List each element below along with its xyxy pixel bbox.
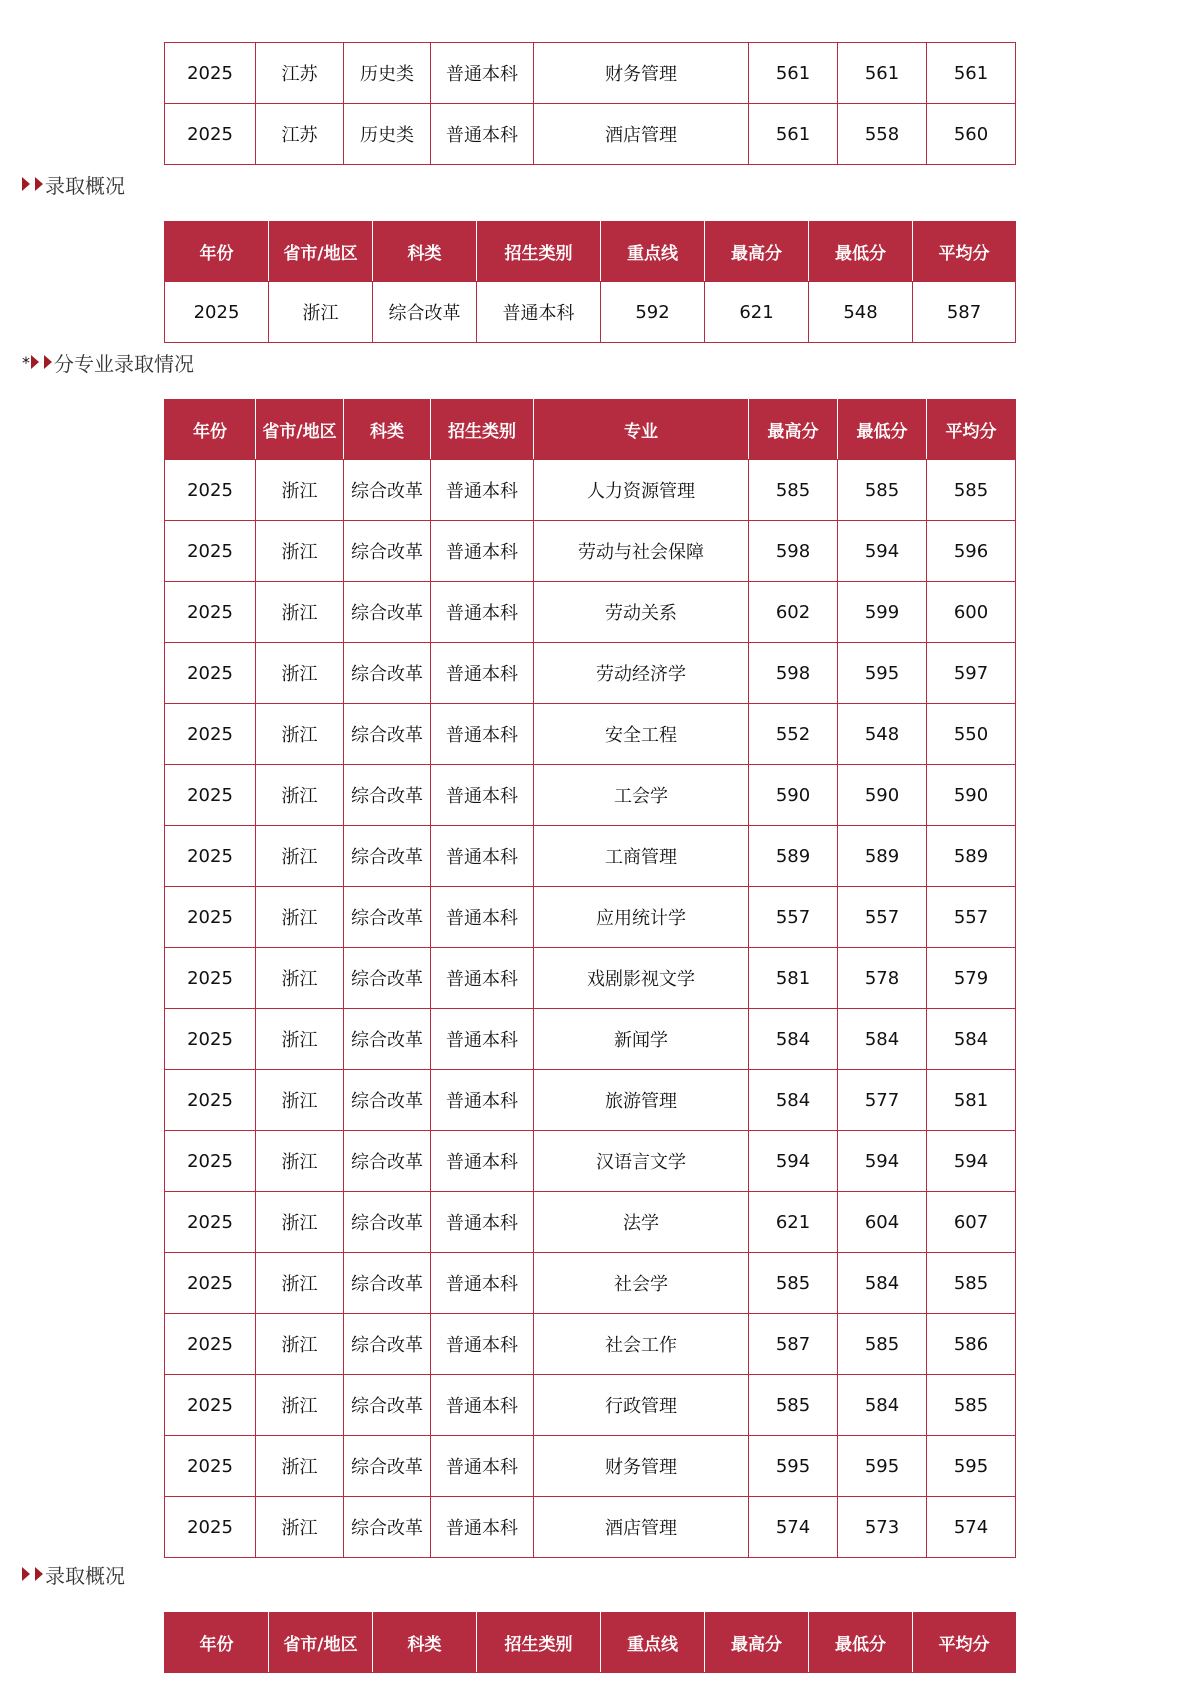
- column-header: 年份: [165, 222, 269, 282]
- table-cell: 585: [838, 460, 927, 521]
- table-row: [165, 1375, 1016, 1436]
- table-row: [165, 43, 1016, 104]
- section-title: 录取概况: [45, 173, 125, 198]
- table-cell: 2025: [165, 887, 256, 948]
- table-cell: 621: [705, 282, 809, 343]
- table-cell: 人力资源管理: [534, 460, 749, 521]
- table-cell: 585: [927, 1253, 1016, 1314]
- table-cell: 561: [749, 43, 838, 104]
- table-cell: 社会学: [534, 1253, 749, 1314]
- table-cell: 585: [927, 460, 1016, 521]
- table-row: [165, 826, 1016, 887]
- table-cell: 2025: [165, 826, 256, 887]
- table-cell: 综合改革: [344, 1436, 431, 1497]
- table-cell: 酒店管理: [534, 104, 749, 165]
- major-admission-table: [164, 399, 1016, 1558]
- column-header: 最低分: [809, 1613, 913, 1673]
- table-cell: 综合改革: [344, 643, 431, 704]
- table-cell: 普通本科: [431, 1070, 534, 1131]
- column-header: 省市/地区: [256, 400, 344, 460]
- table-cell: 历史类: [344, 43, 431, 104]
- table-cell: 综合改革: [344, 460, 431, 521]
- table-cell: 浙江: [256, 948, 344, 1009]
- table-cell: 2025: [165, 704, 256, 765]
- table-cell: 2025: [165, 1131, 256, 1192]
- table-cell: 综合改革: [344, 1314, 431, 1375]
- column-header: 最高分: [749, 400, 838, 460]
- table-cell: 595: [927, 1436, 1016, 1497]
- section-title: 分专业录取情况: [54, 351, 194, 376]
- table-cell: 2025: [165, 1314, 256, 1375]
- table-cell: 浙江: [256, 1436, 344, 1497]
- table-cell: 594: [838, 521, 927, 582]
- table-row: [165, 1131, 1016, 1192]
- table-cell: 2025: [165, 643, 256, 704]
- table-cell: 594: [927, 1131, 1016, 1192]
- table-cell: 552: [749, 704, 838, 765]
- column-header: 年份: [165, 1613, 269, 1673]
- table-cell: 584: [838, 1253, 927, 1314]
- table-cell: 2025: [165, 282, 269, 343]
- table-cell: 普通本科: [431, 765, 534, 826]
- section-title: 录取概况: [45, 1563, 125, 1588]
- table-row: [165, 1070, 1016, 1131]
- table-cell: 浙江: [256, 1070, 344, 1131]
- table-cell: 综合改革: [344, 1131, 431, 1192]
- column-header: 招生类别: [431, 400, 534, 460]
- table-cell: 602: [749, 582, 838, 643]
- table-cell: 劳动与社会保障: [534, 521, 749, 582]
- table-body: [165, 282, 1016, 343]
- table-cell: 普通本科: [431, 43, 534, 104]
- table-cell: 590: [927, 765, 1016, 826]
- table-row: [165, 282, 1016, 343]
- table-row: [165, 1436, 1016, 1497]
- table-cell: 577: [838, 1070, 927, 1131]
- triangle-bullet-icon: [31, 355, 39, 369]
- table-cell: 综合改革: [344, 887, 431, 948]
- table-cell: 2025: [165, 521, 256, 582]
- admission-summary-table-2: [164, 1612, 1016, 1673]
- section-heading-admission-overview: [22, 170, 125, 198]
- table-row: [165, 104, 1016, 165]
- column-header: 省市/地区: [269, 222, 373, 282]
- table-cell: 2025: [165, 765, 256, 826]
- table-cell: 社会工作: [534, 1314, 749, 1375]
- admission-summary-table: [164, 221, 1016, 343]
- table-cell: 普通本科: [431, 826, 534, 887]
- table-cell: 财务管理: [534, 1436, 749, 1497]
- table-cell: 2025: [165, 1497, 256, 1558]
- table-cell: 安全工程: [534, 704, 749, 765]
- table-cell: 综合改革: [344, 582, 431, 643]
- table-row: [165, 460, 1016, 521]
- table-cell: 585: [749, 1375, 838, 1436]
- table-cell: 浙江: [256, 1131, 344, 1192]
- table-cell: 浙江: [256, 704, 344, 765]
- table-cell: 573: [838, 1497, 927, 1558]
- section-heading-admission-overview-2: [22, 1560, 125, 1588]
- table-cell: 574: [749, 1497, 838, 1558]
- table-cell: 589: [838, 826, 927, 887]
- table-cell: 综合改革: [373, 282, 477, 343]
- table-cell: 621: [749, 1192, 838, 1253]
- table-cell: 浙江: [256, 765, 344, 826]
- table-cell: 2025: [165, 43, 256, 104]
- table-cell: 综合改革: [344, 1497, 431, 1558]
- table-cell: 548: [838, 704, 927, 765]
- column-header: 最低分: [809, 222, 913, 282]
- table-cell: 财务管理: [534, 43, 749, 104]
- table-cell: 578: [838, 948, 927, 1009]
- table-row: [165, 1192, 1016, 1253]
- table-row: [165, 1009, 1016, 1070]
- table-cell: 普通本科: [477, 282, 601, 343]
- table-cell: 2025: [165, 582, 256, 643]
- table-header: [165, 400, 1016, 460]
- table-cell: 行政管理: [534, 1375, 749, 1436]
- table-cell: 585: [749, 1253, 838, 1314]
- table-cell: 584: [749, 1009, 838, 1070]
- table-cell: 浙江: [269, 282, 373, 343]
- table-cell: 普通本科: [431, 1314, 534, 1375]
- table-row: [165, 704, 1016, 765]
- table-cell: 普通本科: [431, 1375, 534, 1436]
- table-cell: 2025: [165, 1070, 256, 1131]
- table-cell: 综合改革: [344, 1192, 431, 1253]
- table-cell: 594: [838, 1131, 927, 1192]
- table-cell: 工会学: [534, 765, 749, 826]
- table-cell: 酒店管理: [534, 1497, 749, 1558]
- triangle-bullet-icon: [44, 355, 52, 369]
- column-header: 科类: [373, 1613, 477, 1673]
- table-cell: 新闻学: [534, 1009, 749, 1070]
- table-cell: 应用统计学: [534, 887, 749, 948]
- table-cell: 585: [838, 1314, 927, 1375]
- table-cell: 普通本科: [431, 460, 534, 521]
- table-cell: 综合改革: [344, 1009, 431, 1070]
- table-cell: 596: [927, 521, 1016, 582]
- table-cell: 579: [927, 948, 1016, 1009]
- table-cell: 综合改革: [344, 765, 431, 826]
- table-body: [165, 43, 1016, 165]
- table-cell: 普通本科: [431, 1436, 534, 1497]
- table-cell: 浙江: [256, 460, 344, 521]
- triangle-bullet-icon: [35, 1567, 43, 1581]
- column-header: 重点线: [601, 1613, 705, 1673]
- table-cell: 581: [927, 1070, 1016, 1131]
- table-row: [165, 1497, 1016, 1558]
- table-cell: 589: [927, 826, 1016, 887]
- table-cell: 548: [809, 282, 913, 343]
- table-row: [165, 521, 1016, 582]
- table-row: [165, 948, 1016, 1009]
- table-cell: 2025: [165, 1009, 256, 1070]
- triangle-bullet-icon: [35, 177, 43, 191]
- table-cell: 2025: [165, 460, 256, 521]
- table-cell: 584: [838, 1375, 927, 1436]
- column-header: 重点线: [601, 222, 705, 282]
- table-row: [165, 765, 1016, 826]
- table-cell: 557: [927, 887, 1016, 948]
- table-cell: 599: [838, 582, 927, 643]
- table-cell: 综合改革: [344, 1070, 431, 1131]
- table-cell: 浙江: [256, 521, 344, 582]
- table-cell: 561: [927, 43, 1016, 104]
- table-row: [165, 887, 1016, 948]
- table-row: [165, 643, 1016, 704]
- column-header: 科类: [373, 222, 477, 282]
- table-cell: 597: [927, 643, 1016, 704]
- table-cell: 587: [749, 1314, 838, 1375]
- column-header: 专业: [534, 400, 749, 460]
- table-cell: 综合改革: [344, 826, 431, 887]
- table-cell: 劳动关系: [534, 582, 749, 643]
- table-cell: 普通本科: [431, 1192, 534, 1253]
- column-header: 招生类别: [477, 222, 601, 282]
- table-cell: 普通本科: [431, 704, 534, 765]
- table-cell: 2025: [165, 1253, 256, 1314]
- table-cell: 普通本科: [431, 1009, 534, 1070]
- table-cell: 560: [927, 104, 1016, 165]
- column-header: 平均分: [927, 400, 1016, 460]
- table-cell: 浙江: [256, 1375, 344, 1436]
- table-cell: 587: [913, 282, 1016, 343]
- table-cell: 汉语言文学: [534, 1131, 749, 1192]
- table-cell: 江苏: [256, 43, 344, 104]
- table-cell: 江苏: [256, 104, 344, 165]
- table-cell: 综合改革: [344, 1375, 431, 1436]
- table-cell: 普通本科: [431, 643, 534, 704]
- table-cell: 戏剧影视文学: [534, 948, 749, 1009]
- column-header: 平均分: [913, 1613, 1016, 1673]
- table-cell: 595: [838, 643, 927, 704]
- table-cell: 600: [927, 582, 1016, 643]
- table-header: [165, 1613, 1016, 1673]
- column-header: 招生类别: [477, 1613, 601, 1673]
- table-row: [165, 1314, 1016, 1375]
- table-cell: 普通本科: [431, 948, 534, 1009]
- table-cell: 604: [838, 1192, 927, 1253]
- table-cell: 浙江: [256, 826, 344, 887]
- table-cell: 2025: [165, 1375, 256, 1436]
- asterisk-marker: *: [22, 352, 30, 372]
- table-cell: 607: [927, 1192, 1016, 1253]
- table-cell: 2025: [165, 1192, 256, 1253]
- table-cell: 589: [749, 826, 838, 887]
- table-body: [165, 460, 1016, 1558]
- section-heading-major-admission: [22, 348, 194, 376]
- table-cell: 584: [927, 1009, 1016, 1070]
- table-cell: 557: [838, 887, 927, 948]
- table-cell: 浙江: [256, 582, 344, 643]
- table-cell: 法学: [534, 1192, 749, 1253]
- table-cell: 2025: [165, 104, 256, 165]
- table-cell: 普通本科: [431, 1253, 534, 1314]
- table-cell: 普通本科: [431, 104, 534, 165]
- column-header: 最高分: [705, 1613, 809, 1673]
- table-cell: 592: [601, 282, 705, 343]
- table-cell: 595: [838, 1436, 927, 1497]
- table-cell: 561: [749, 104, 838, 165]
- table-cell: 综合改革: [344, 521, 431, 582]
- table-cell: 浙江: [256, 1253, 344, 1314]
- table-cell: 585: [749, 460, 838, 521]
- column-header: 最低分: [838, 400, 927, 460]
- table-cell: 581: [749, 948, 838, 1009]
- table-cell: 浙江: [256, 887, 344, 948]
- table-cell: 工商管理: [534, 826, 749, 887]
- table-cell: 550: [927, 704, 1016, 765]
- table-cell: 浙江: [256, 1314, 344, 1375]
- table-cell: 2025: [165, 948, 256, 1009]
- table-row: [165, 582, 1016, 643]
- table-cell: 584: [749, 1070, 838, 1131]
- table-cell: 595: [749, 1436, 838, 1497]
- table-cell: 598: [749, 521, 838, 582]
- table-cell: 旅游管理: [534, 1070, 749, 1131]
- table-cell: 普通本科: [431, 582, 534, 643]
- table-cell: 浙江: [256, 1009, 344, 1070]
- table-cell: 557: [749, 887, 838, 948]
- table-cell: 普通本科: [431, 521, 534, 582]
- table-cell: 普通本科: [431, 1131, 534, 1192]
- table-cell: 普通本科: [431, 887, 534, 948]
- table-row: [165, 1253, 1016, 1314]
- table-cell: 594: [749, 1131, 838, 1192]
- table-cell: 584: [838, 1009, 927, 1070]
- table-cell: 浙江: [256, 1192, 344, 1253]
- table-cell: 劳动经济学: [534, 643, 749, 704]
- column-header: 平均分: [913, 222, 1016, 282]
- table-cell: 590: [838, 765, 927, 826]
- table-cell: 586: [927, 1314, 1016, 1375]
- jiangsu-major-table-continued: [164, 42, 1016, 165]
- table-cell: 综合改革: [344, 948, 431, 1009]
- table-cell: 浙江: [256, 1497, 344, 1558]
- triangle-bullet-icon: [22, 177, 30, 191]
- table-cell: 2025: [165, 1436, 256, 1497]
- column-header: 年份: [165, 400, 256, 460]
- triangle-bullet-icon: [22, 1567, 30, 1581]
- table-cell: 598: [749, 643, 838, 704]
- table-header: [165, 222, 1016, 282]
- table-cell: 综合改革: [344, 704, 431, 765]
- table-cell: 综合改革: [344, 1253, 431, 1314]
- column-header: 最高分: [705, 222, 809, 282]
- table-cell: 历史类: [344, 104, 431, 165]
- table-cell: 普通本科: [431, 1497, 534, 1558]
- table-cell: 561: [838, 43, 927, 104]
- table-cell: 585: [927, 1375, 1016, 1436]
- column-header: 科类: [344, 400, 431, 460]
- table-cell: 574: [927, 1497, 1016, 1558]
- table-cell: 590: [749, 765, 838, 826]
- table-cell: 浙江: [256, 643, 344, 704]
- column-header: 省市/地区: [269, 1613, 373, 1673]
- table-cell: 558: [838, 104, 927, 165]
